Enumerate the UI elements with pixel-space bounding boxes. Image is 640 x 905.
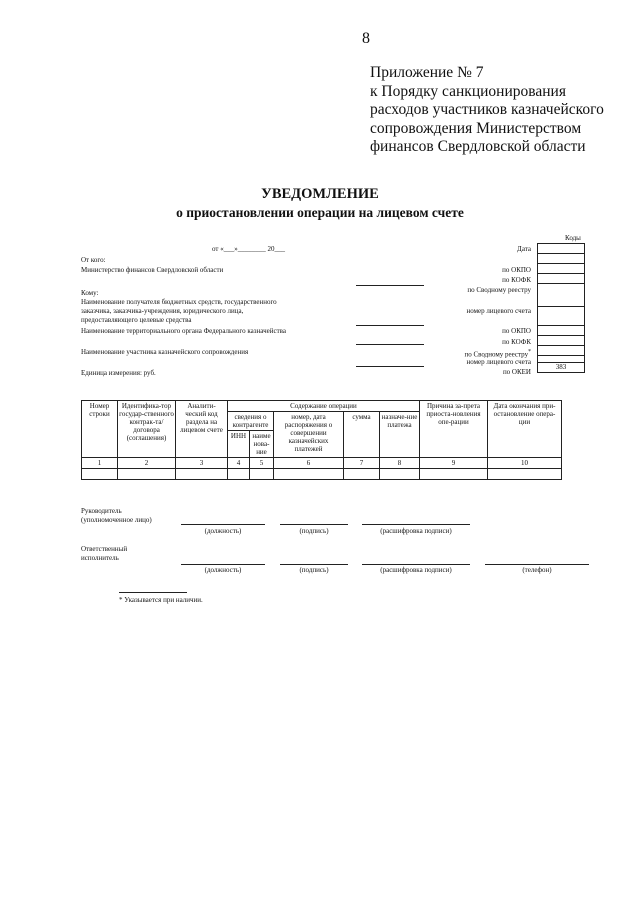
column-number: 2: [118, 458, 176, 469]
code-reg2: [538, 346, 585, 356]
signature-line: [485, 564, 589, 565]
label-okpo-2: по ОКПО: [502, 327, 531, 335]
label-date: Дата: [517, 245, 531, 253]
column-number: 4: [228, 458, 250, 469]
label-kofk-2: по КОФК: [502, 338, 531, 346]
signature-line: [181, 524, 265, 525]
table-cell: [488, 469, 562, 480]
table-cell: [82, 469, 118, 480]
appendix-line: финансов Свердловской области: [370, 138, 586, 155]
caption-signature: (подпись): [299, 566, 329, 574]
column-number: 5: [250, 458, 274, 469]
column-number: 1: [82, 458, 118, 469]
header-sum: сумма: [344, 412, 380, 458]
unit-label: Единица измерения: руб.: [81, 369, 156, 377]
code-account2: [538, 356, 585, 363]
code-okpo2: [538, 326, 585, 336]
page-number: 8: [362, 30, 370, 47]
table-cell: [420, 469, 488, 480]
code-date: [538, 244, 585, 254]
signature-line: [280, 564, 348, 565]
label-okpo: по ОКПО: [502, 266, 531, 274]
head-label-2: (уполномоченное лицо): [81, 516, 152, 524]
header-identifier: Идентифика-тор государ-ственного контрак-та/договора (соглашения): [118, 401, 176, 458]
appendix-line: к Порядку санкционирования: [370, 82, 566, 100]
table-cell: [274, 469, 344, 480]
treasury-label: Наименование территориального органа Федерального казначейства: [81, 327, 286, 335]
header-analytic-code: Аналити-ческий код раздела на лицевом счете: [176, 401, 228, 458]
signature-line: [181, 564, 265, 565]
header-inn: ИНН: [228, 431, 250, 458]
label-register: по Сводному реестру: [467, 286, 531, 294]
header-doc-number: номер, дата распоряжения о совершении казначейских платежей: [274, 412, 344, 458]
operations-table: [81, 400, 562, 480]
participant-label: Наименование участника казначейского сопровождения: [81, 348, 249, 356]
table-cell: [118, 469, 176, 480]
caption-phone: (телефон): [522, 566, 552, 574]
from-label: От кого:: [81, 256, 106, 264]
caption-position: (должность): [204, 527, 242, 535]
caption-position: (должность): [204, 566, 242, 574]
field-line: [356, 285, 424, 286]
label-account: номер лицевого счета: [466, 307, 531, 315]
signature-line: [362, 564, 470, 565]
table-cell: [228, 469, 250, 480]
footnote-separator: [119, 592, 187, 593]
header-purpose: назначе-ние платежа: [380, 412, 420, 458]
codes-header: Коды: [565, 234, 581, 242]
executor-label-2: исполнитель: [81, 554, 119, 562]
appendix-line: сопровождения Министерством: [370, 119, 582, 137]
caption-decode: (расшифровка подписи): [380, 566, 452, 574]
code-kofk: [538, 274, 585, 284]
table-cell: [380, 469, 420, 480]
column-number: 10: [488, 458, 562, 469]
executor-label: Ответственный: [81, 545, 128, 553]
field-line: [356, 366, 424, 367]
appendix-block: [370, 64, 620, 157]
label-kofk: по КОФК: [502, 276, 531, 284]
label-okei: по ОКЕИ: [502, 368, 531, 376]
column-number: 7: [344, 458, 380, 469]
field-line: [356, 344, 424, 345]
header-counterparty: сведения о контрагенте: [228, 412, 274, 431]
code-okpo: [538, 264, 585, 274]
header-line-no: Номер строки: [82, 401, 118, 458]
appendix-line: расходов участников казначейского: [370, 101, 604, 118]
footnote-mark: *: [528, 349, 531, 355]
recipient-line: предоставляющего целевые средства: [81, 316, 192, 324]
column-number: 6: [274, 458, 344, 469]
column-number: 9: [420, 458, 488, 469]
header-end-date: Дата окончания при-остановление опера-ции: [488, 401, 562, 458]
code-okei: 383: [538, 363, 585, 373]
header-content: Содержание операции: [228, 401, 420, 412]
from-value: Министерство финансов Свердловской области: [81, 266, 224, 274]
date-line: от «___»________ 20___: [212, 245, 285, 253]
head-label: Руководитель: [81, 507, 122, 515]
to-label: Кому:: [81, 289, 99, 297]
code-empty: [538, 254, 585, 264]
code-account: [538, 307, 585, 326]
recipient-line: заказчика, заказчика-учреждения, юридического лица,: [81, 307, 244, 315]
table-cell: [176, 469, 228, 480]
caption-decode: (расшифровка подписи): [380, 527, 452, 535]
header-reason: Причина за-прета приоста-новления опе-рации: [420, 401, 488, 458]
document-subtitle: о приостановлении операции на лицевом счете: [176, 205, 464, 220]
field-line: [356, 325, 424, 326]
label-account-2: номер лицевого счета: [466, 358, 531, 366]
table-cell: [344, 469, 380, 480]
appendix-line: Приложение № 7: [370, 64, 484, 81]
column-number: 8: [380, 458, 420, 469]
recipient-line: Наименование получателя бюджетных средств, государственного: [81, 298, 277, 306]
table-cell: [250, 469, 274, 480]
code-kofk2: [538, 336, 585, 346]
code-reg: [538, 284, 585, 307]
column-number: 3: [176, 458, 228, 469]
signature-line: [280, 524, 348, 525]
signature-line: [362, 524, 470, 525]
codes-table: [537, 243, 585, 373]
header-name: наиме нова-ние: [250, 431, 274, 458]
document-title: УВЕДОМЛЕНИЕ: [261, 186, 379, 202]
label-register-2: по Сводному реестру*: [464, 349, 531, 359]
footnote: * Указывается при наличии.: [119, 596, 203, 604]
caption-signature: (подпись): [299, 527, 329, 535]
